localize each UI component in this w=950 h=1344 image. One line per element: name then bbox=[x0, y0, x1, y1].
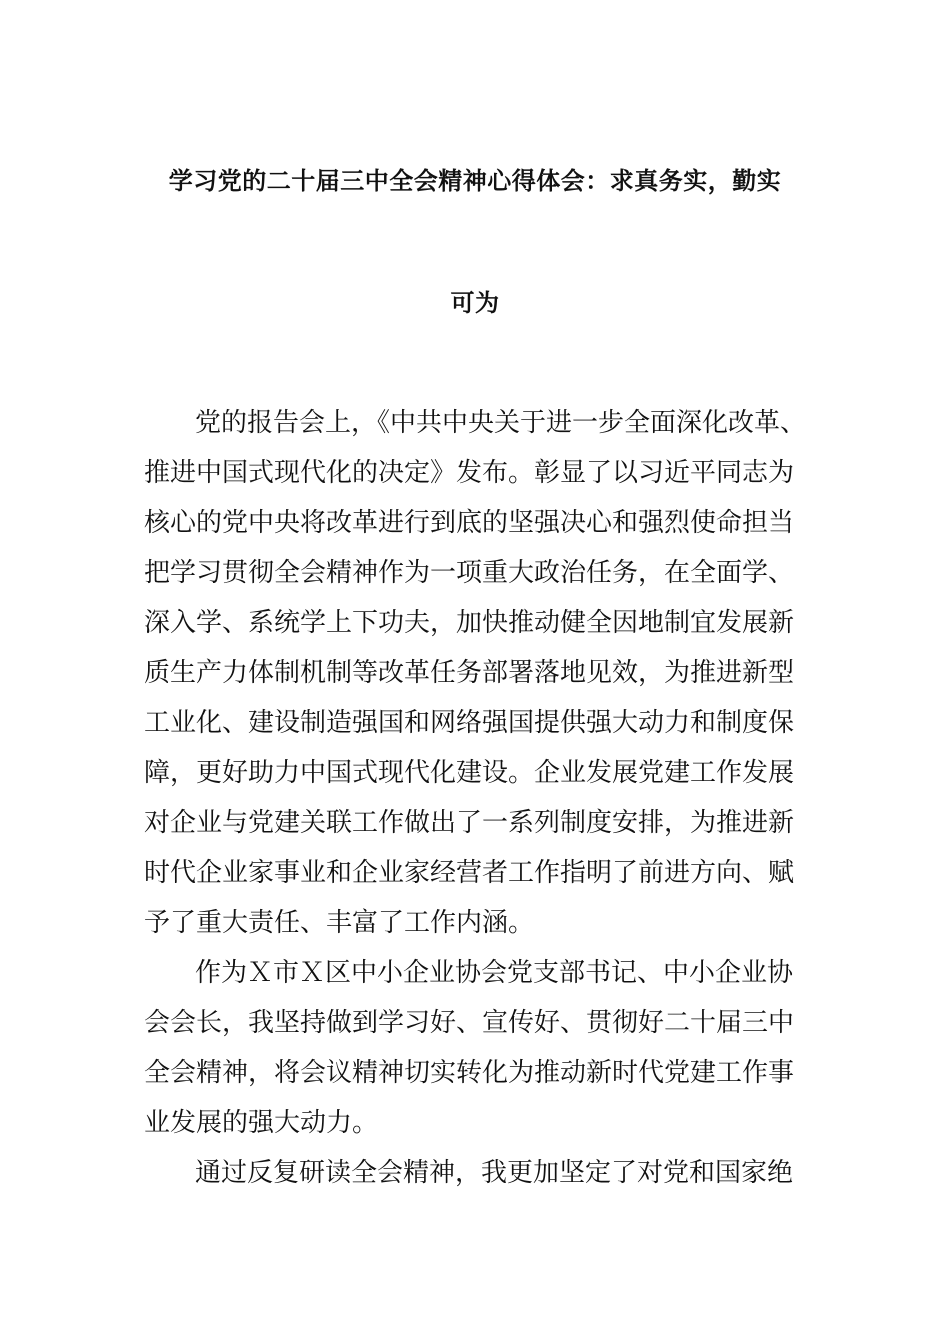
paragraph-1-line-11: 予了重大责任、丰富了工作内涵。 bbox=[144, 908, 535, 938]
paragraph-2-line-3: 全会精神，将会议精神切实转化为推动新时代党建工作事 bbox=[144, 1058, 795, 1088]
paragraph-2-line-2: 会会长，我坚持做到学习好、宣传好、贯彻好二十届三中 bbox=[144, 1008, 795, 1038]
paragraph-1-line-1: 党的报告会上，《中共中央关于进一步全面深化改革、 bbox=[195, 408, 807, 438]
paragraph-2-line-4: 业发展的强大动力。 bbox=[144, 1108, 379, 1138]
document-title-line-1: 学习党的二十届三中全会精神心得体会：求真务实，勤实 bbox=[168, 167, 782, 195]
document-title-line-2: 可为 bbox=[450, 289, 500, 317]
paragraph-1-line-9: 对企业与党建关联工作做出了一系列制度安排，为推进新 bbox=[144, 808, 795, 838]
paragraph-1-line-6: 质生产力体制机制等改革任务部署落地见效，为推进新型 bbox=[144, 658, 795, 688]
paragraph-1-line-2: 推进中国式现代化的决定》发布。彰显了以习近平同志为 bbox=[144, 458, 795, 488]
paragraph-1-line-8: 障，更好助力中国式现代化建设。企业发展党建工作发展 bbox=[144, 758, 795, 788]
paragraph-1-line-10: 时代企业家事业和企业家经营者工作指明了前进方向、赋 bbox=[144, 858, 795, 888]
paragraph-2-line-1: 作为Ｘ市Ｘ区中小企业协会党支部书记、中小企业协 bbox=[195, 958, 794, 988]
paragraph-1-line-3: 核心的党中央将改革进行到底的坚强决心和强烈使命担当 bbox=[144, 508, 795, 538]
paragraph-3-line-1: 通过反复研读全会精神，我更加坚定了对党和国家绝 bbox=[195, 1158, 794, 1188]
paragraph-1-line-7: 工业化、建设制造强国和网络强国提供强大动力和制度保 bbox=[144, 708, 795, 738]
paragraph-1-line-4: 把学习贯彻全会精神作为一项重大政治任务，在全面学、 bbox=[144, 558, 795, 588]
paragraph-1-line-5: 深入学、系统学上下功夫，加快推动健全因地制宜发展新 bbox=[144, 608, 795, 638]
